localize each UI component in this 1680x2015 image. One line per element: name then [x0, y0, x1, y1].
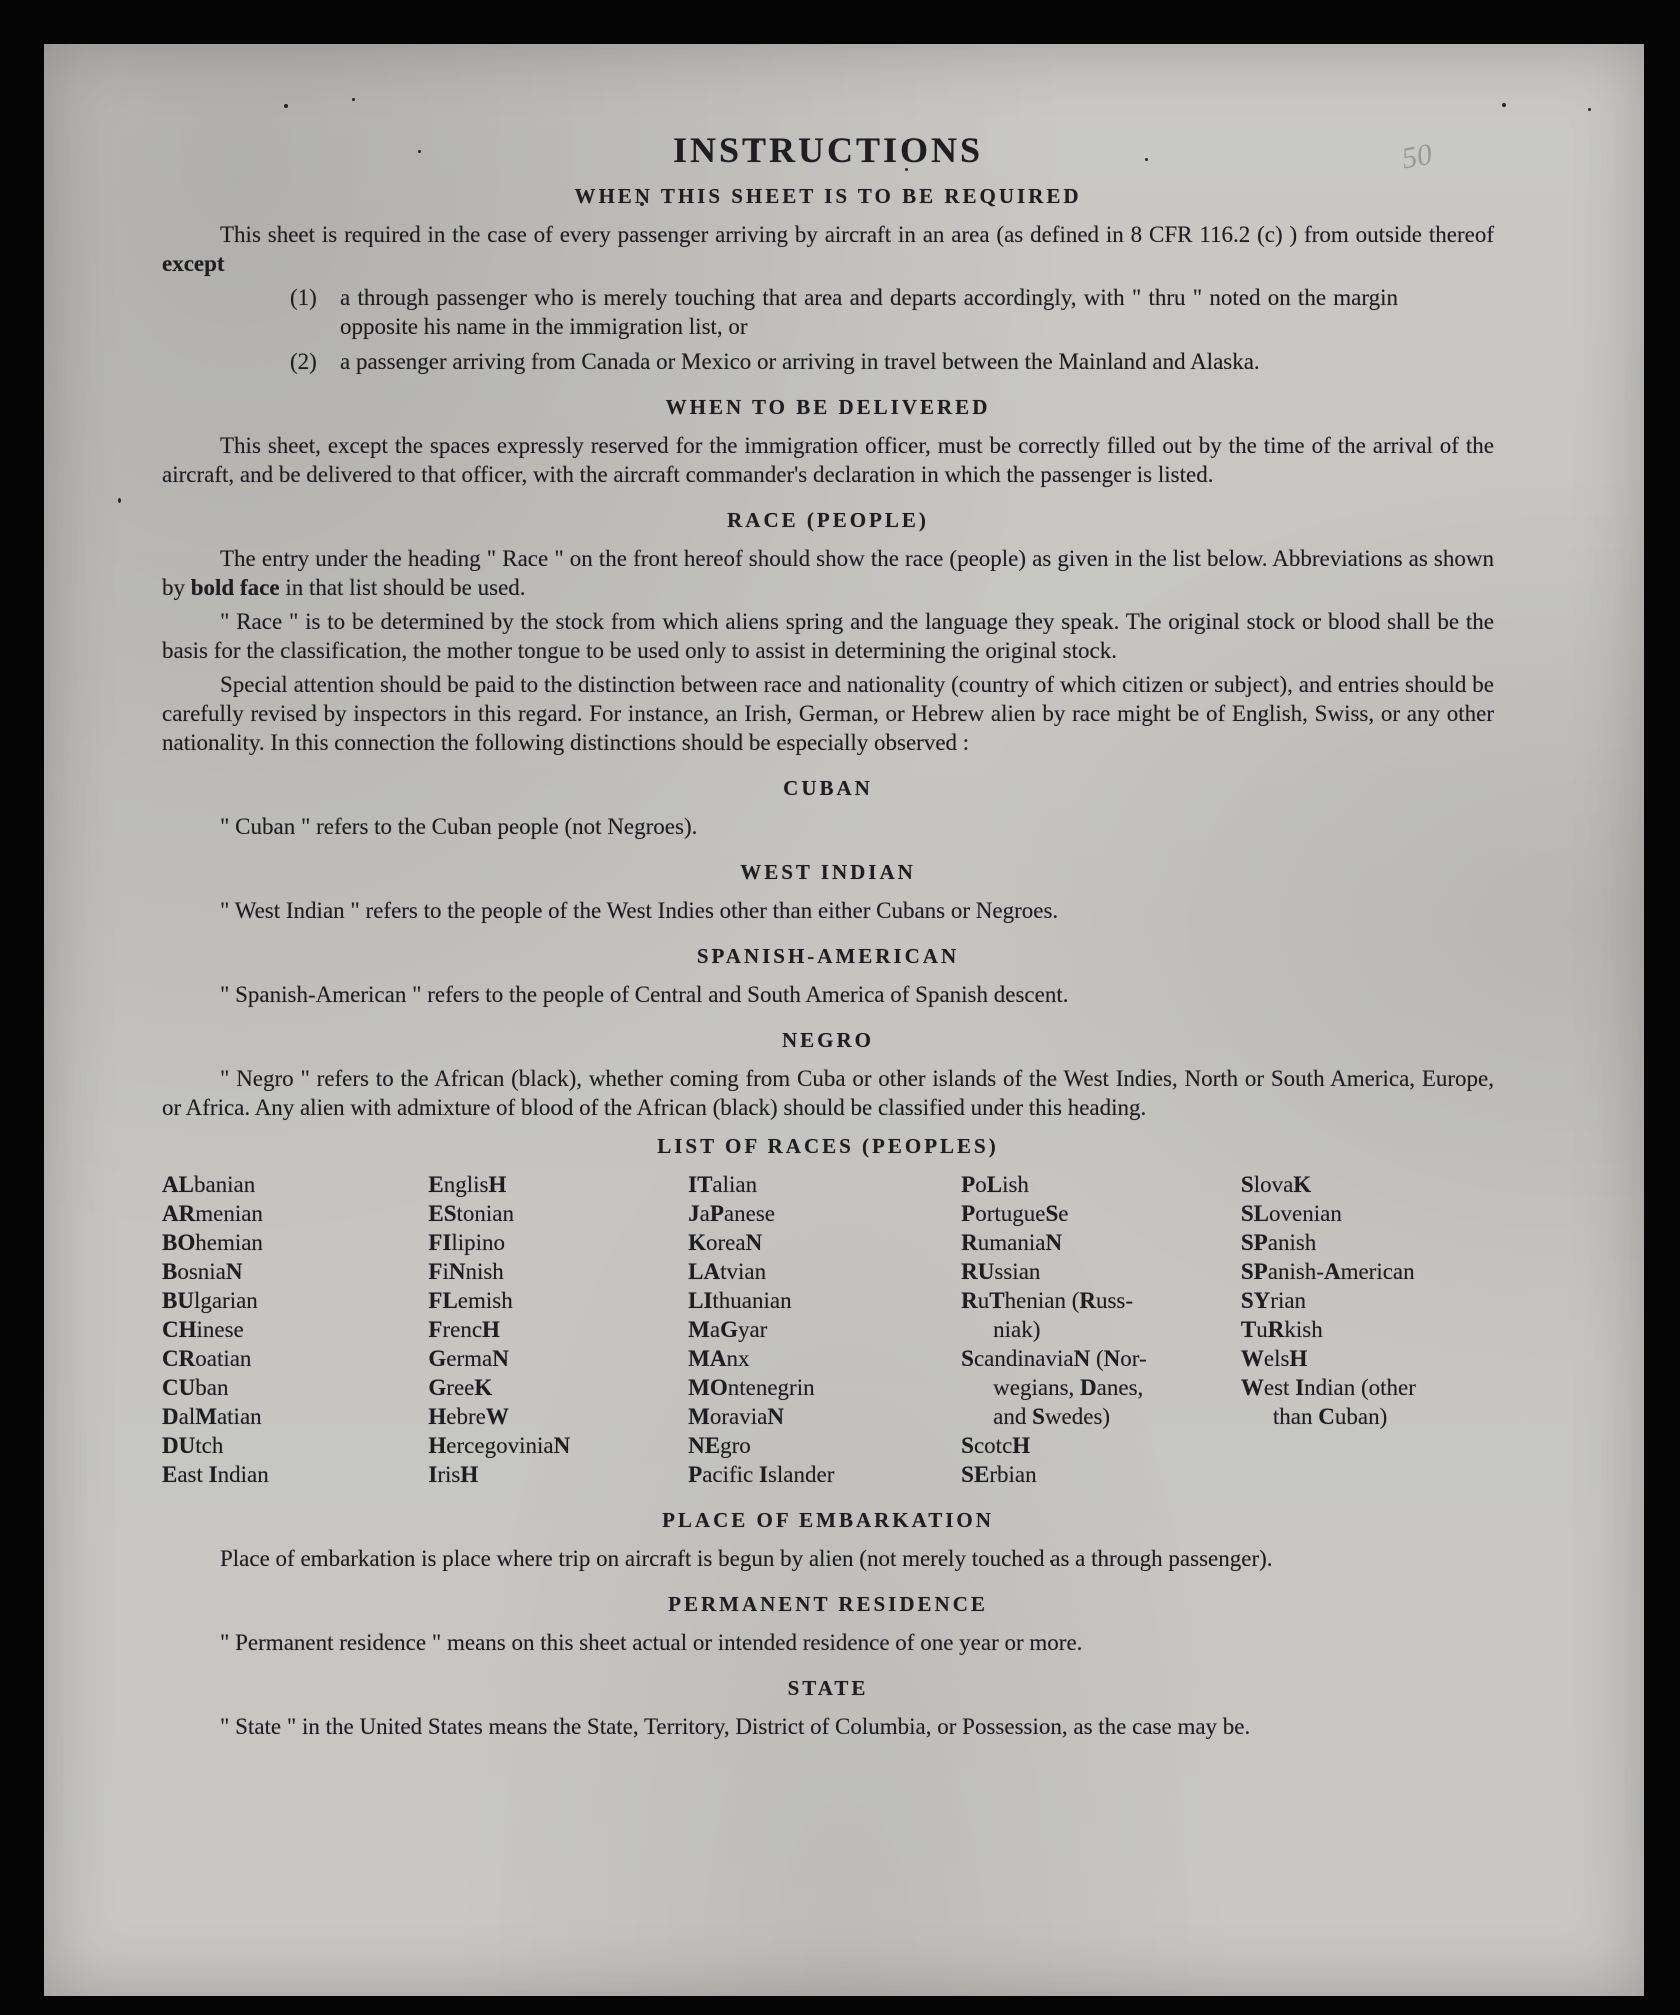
race-item: FIlipino [428, 1230, 506, 1255]
race-item: and Swedes) [993, 1404, 1111, 1429]
race-item: ITalian [688, 1172, 758, 1197]
heading-permanent-residence: PERMANENT RESIDENCE [668, 1592, 988, 1616]
race-item: MaGyar [688, 1317, 768, 1342]
heading-cuban: CUBAN [783, 776, 873, 800]
race-item: MOntenegrin [688, 1375, 815, 1400]
races-columns [162, 1170, 1494, 1489]
race-item: HebreW [428, 1404, 509, 1429]
race-item: ScotcH [961, 1433, 1031, 1458]
heading-west-indian: WEST INDIAN [740, 860, 916, 884]
race-item: HercegoviniaN [428, 1433, 571, 1458]
heading-when-delivered: WHEN TO BE DELIVERED [665, 395, 991, 419]
paragraph-when-required [162, 220, 1494, 278]
race-item: EnglisH [428, 1172, 507, 1197]
item-text: a through passenger who is merely touching that area and departs accordingly, with " thru " noted on the margin opposite his name in the immigration list, or [340, 285, 1398, 339]
item-number: (1) [290, 285, 317, 310]
race-item: SErbian [961, 1462, 1037, 1487]
heading-race-people: RACE (PEOPLE) [727, 508, 929, 532]
race-item: ARmenian [162, 1201, 263, 1226]
heading-state: STATE [787, 1676, 869, 1700]
race-item: than Cuban) [1272, 1404, 1388, 1429]
race-item: SPanish-American [1240, 1259, 1415, 1284]
race-item: GermaN [428, 1346, 509, 1371]
race-item: BUlgarian [162, 1288, 258, 1313]
race-item: SlovaK [1240, 1172, 1312, 1197]
race-item: WelsH [1240, 1346, 1308, 1371]
paragraph-place-of-embarkation: Place of embarkation is place where trip on aircraft is begun by alien (not merely touched as a through passenger). [220, 1546, 1273, 1571]
race-item: niak) [993, 1317, 1041, 1342]
race-item: LAtvian [688, 1259, 767, 1284]
race-item: KoreaN [688, 1230, 763, 1255]
race-item: FrencH [428, 1317, 500, 1342]
paper-sheet [44, 44, 1644, 1996]
scan-speck [118, 498, 121, 503]
race-item: SYrian [1240, 1288, 1307, 1313]
race-item: SLovenian [1240, 1201, 1342, 1226]
race-item: EStonian [428, 1201, 515, 1226]
race-item: DalMatian [162, 1404, 262, 1429]
scan-speck [352, 98, 355, 101]
race-item: LIthuanian [688, 1288, 792, 1313]
race-item: West Indian (other [1240, 1375, 1416, 1400]
paragraph-text: in that list should be used. [279, 575, 526, 600]
numbered-item-2 [290, 347, 1494, 376]
paragraph-state: " State " in the United States means the State, Territory, District of Columbia, or Possession, as the case may be. [220, 1714, 1251, 1739]
scan-speck [284, 104, 288, 108]
numbered-item-1 [290, 283, 1494, 341]
heading-place-of-embarkation: PLACE OF EMBARKATION [662, 1508, 994, 1532]
item-number: (2) [290, 349, 317, 374]
heading-list-of-races: LIST OF RACES (PEOPLES) [657, 1134, 999, 1158]
race-column [688, 1170, 961, 1489]
bold-except: except [162, 251, 225, 276]
race-item: MAnx [688, 1346, 750, 1371]
paragraph-text: The entry under the heading " Race " on the front hereof should show the race (people) as given in the list below. Abbreviations as shown by [162, 546, 1494, 600]
race-item: GreeK [428, 1375, 493, 1400]
paragraph-text: This sheet is required in the case of every passenger arriving by aircraft in an area (as defined in 8 CFR 116.2 (c) ) from outside thereof [220, 222, 1494, 247]
bold-face-term: bold face [190, 575, 280, 600]
heading-spanish-american: SPANISH-AMERICAN [696, 944, 960, 968]
scan-speck [1588, 108, 1591, 111]
paragraph-negro: " Negro " refers to the African (black), whether coming from Cuba or other islands of the West Indies, North or South America, Europe, or Africa. Any alien with admixture of blood of the African (black) should be classified under this heading. [162, 1066, 1494, 1120]
paragraph-race-2: " Race " is to be determined by the stock from which aliens spring and the language they speak. The original stock or blood shall be the basis for the classification, the mother tongue to be used only to assist in determining the original stock. [162, 609, 1494, 663]
race-column [162, 1170, 428, 1489]
race-item: East Indian [162, 1462, 269, 1487]
race-item: MoraviaN [688, 1404, 784, 1429]
doc-title: INSTRUCTIONS [672, 130, 984, 170]
paragraph-race-1 [162, 544, 1494, 602]
race-item: Pacific Islander [688, 1462, 835, 1487]
race-item: FiNnish [428, 1259, 504, 1284]
race-item: ALbanian [162, 1172, 256, 1197]
race-item: PoLish [961, 1172, 1029, 1197]
race-item: ScandinaviaN (Nor- [961, 1346, 1147, 1371]
race-item: FLemish [428, 1288, 513, 1313]
race-item: RumaniaN [961, 1230, 1063, 1255]
race-item: RUssian [961, 1259, 1041, 1284]
instructions-document [162, 130, 1494, 1746]
paragraph-race-3: Special attention should be paid to the distinction between race and nationality (country of which citizen or subject), and entries should be carefully revised by inspectors in this regard. For instance, an Irish, German, or Hebrew alien by race might be of English, Swiss, or any other nationality. In this connection the following distinctions should be especially observed : [162, 672, 1494, 755]
race-column [428, 1170, 688, 1489]
race-column [961, 1170, 1241, 1489]
race-item: PortugueSe [961, 1201, 1069, 1226]
paragraph-spanish-american: " Spanish-American " refers to the people of Central and South America of Spanish descent. [220, 982, 1069, 1007]
paragraph-permanent-residence: " Permanent residence " means on this sheet actual or intended residence of one year or more. [220, 1630, 1083, 1655]
race-item: SPanish [1240, 1230, 1317, 1255]
race-item: JaPanese [688, 1201, 775, 1226]
race-item: CHinese [162, 1317, 244, 1342]
handwritten-page-mark: 50 [1399, 137, 1435, 176]
race-item: RuThenian (Russ- [961, 1288, 1134, 1313]
heading-when-required: WHEN THIS SHEET IS TO BE REQUIRED [574, 184, 1082, 208]
race-item: BosniaN [162, 1259, 243, 1284]
race-item: CUban [162, 1375, 229, 1400]
race-item: wegians, Danes, [993, 1375, 1144, 1400]
race-item: TuRkish [1240, 1317, 1323, 1342]
race-item: DUtch [162, 1433, 224, 1458]
heading-negro: NEGRO [781, 1028, 874, 1052]
race-item: BOhemian [162, 1230, 263, 1255]
race-column [1241, 1170, 1494, 1489]
race-item: CRoatian [162, 1346, 252, 1371]
paragraph-west-indian: " West Indian " refers to the people of the West Indies other than either Cubans or Negroes. [220, 898, 1059, 923]
item-text: a passenger arriving from Canada or Mexico or arriving in travel between the Mainland and Alaska. [340, 349, 1260, 374]
paragraph-when-delivered: This sheet, except the spaces expressly reserved for the immigration officer, must be correctly filled out by the time of the arrival of the aircraft, and be delivered to that officer, with the aircraft commander's declaration in which the passenger is listed. [162, 433, 1494, 487]
paragraph-cuban: " Cuban " refers to the Cuban people (not Negroes). [220, 814, 698, 839]
race-item: NEgro [688, 1433, 751, 1458]
scan-speck [1502, 103, 1506, 107]
race-item: IrisH [428, 1462, 479, 1487]
